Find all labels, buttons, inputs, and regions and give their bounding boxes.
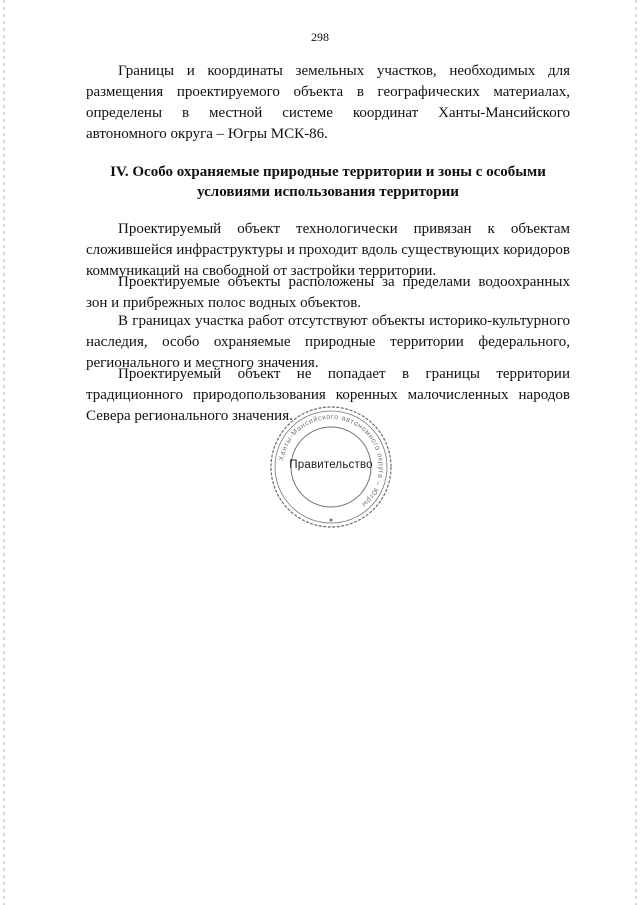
section-heading [86,162,570,202]
scan-edge-left [3,0,5,905]
official-seal-stamp [268,404,394,530]
scan-edge-right [635,0,637,905]
intro-paragraph: Границы и координаты земельных участков, необходимых для размещения проектируемого объекта в географических материалах, определены в местной системе координат Ханты-Мансийского автономного округа – Югры МСК-86. [86,63,570,142]
section-heading-line-2: условиями использования территории [197,184,459,200]
section-heading-line-1: IV. Особо охраняемые природные территории и зоны с особыми [110,164,546,180]
seal-label: Правительство [289,459,373,471]
page-number: 298 [311,30,329,44]
body-paragraph-2: Проектируемые объекты расположены за пределами водоохранных зон и прибрежных полос водных объектов. [86,274,570,311]
body-paragraph-4: Проектируемый объект не попадает в границы территории традиционного природопользования коренных малочисленных народов Севера регионального значения. [86,366,570,424]
body-paragraph-1: Проектируемый объект технологически привязан к объектам сложившейся инфраструктуры и проходит вдоль существующих коридоров коммуникаций на свободной от застройки территории. [86,221,570,279]
body-paragraph-3: В границах участка работ отсутствуют объекты историко-культурного наследия, особо охраняемые природные территории федерального, регионального и местного значения. [86,313,570,371]
svg-text:Ханты-Мансийского автономного: Ханты-Мансийского автономного округа – Югры [276,411,387,510]
